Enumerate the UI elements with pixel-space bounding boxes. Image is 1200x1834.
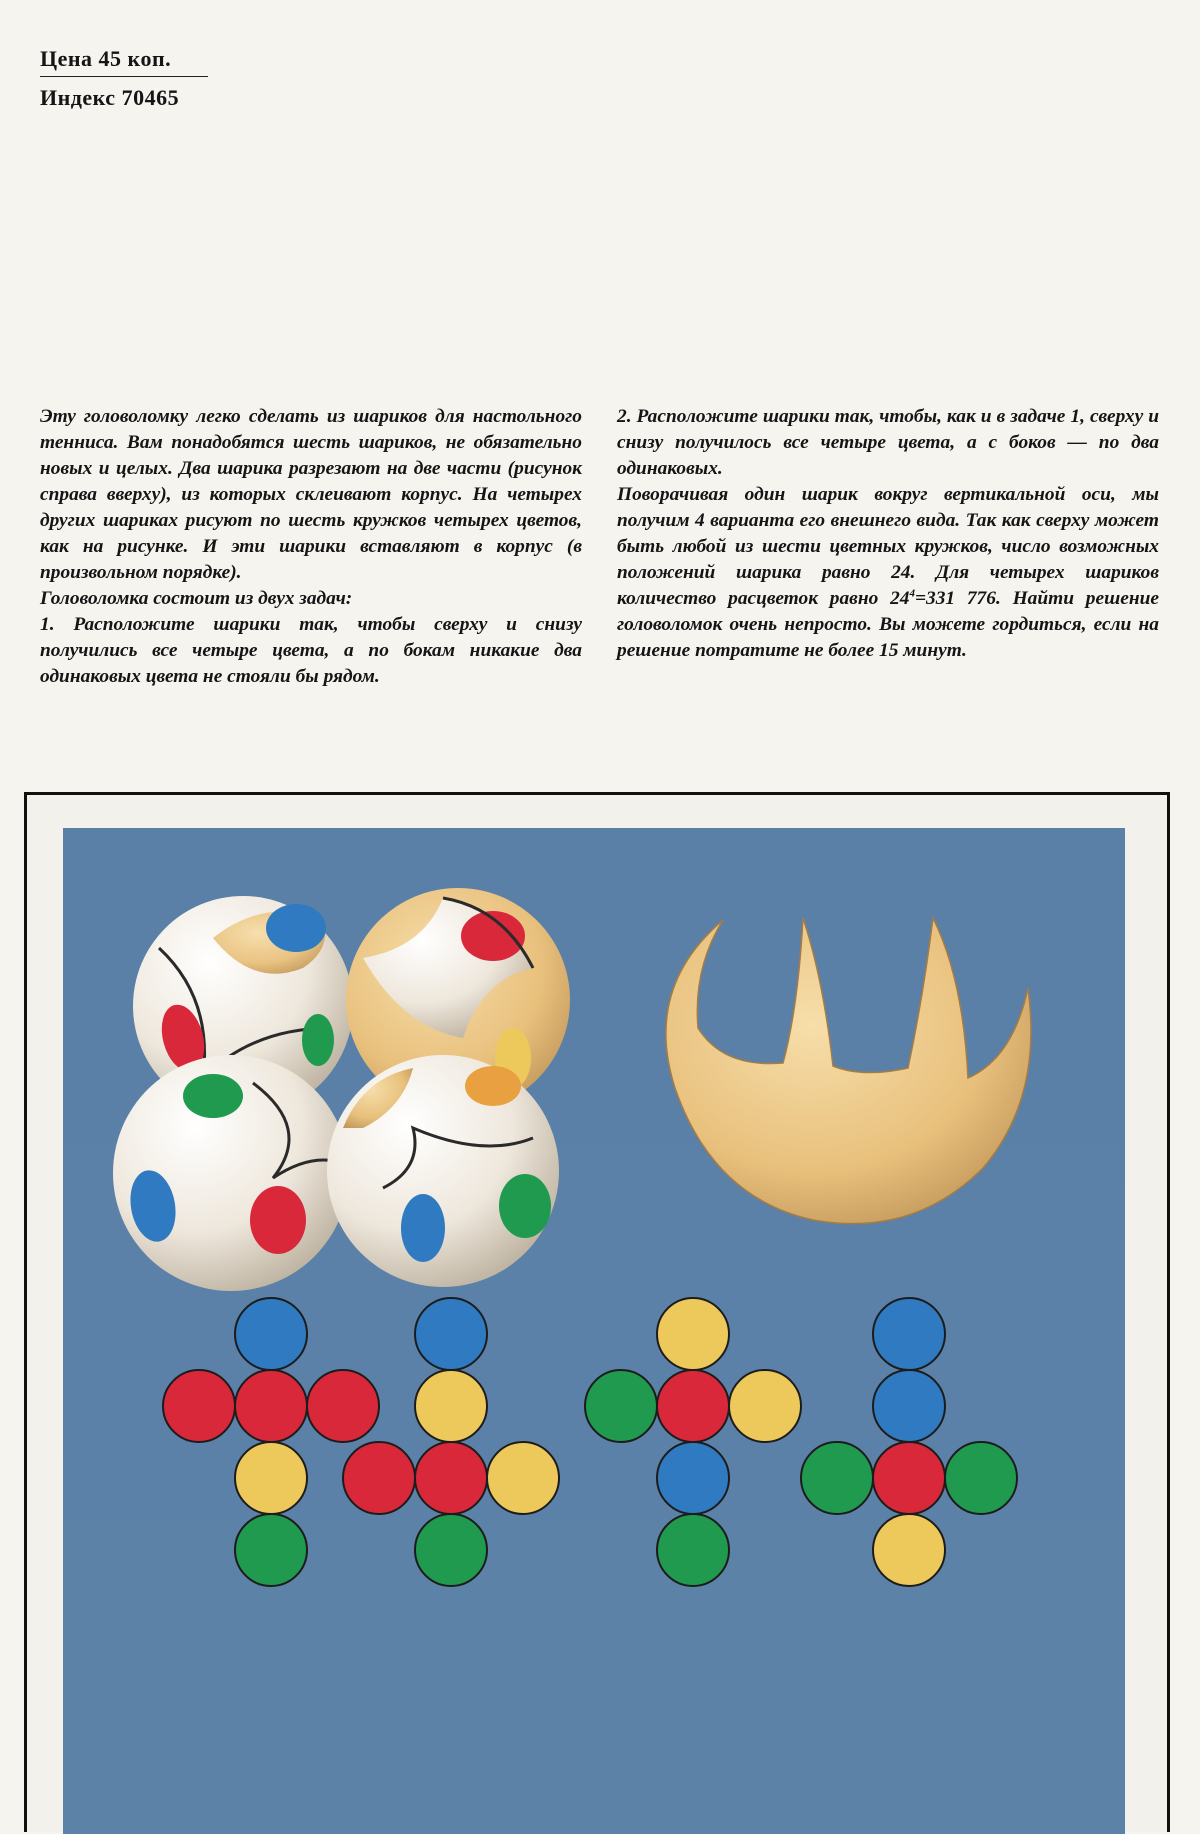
net-3-right-yellow-circle [729,1370,801,1442]
net-4-top-blue-circle [873,1298,945,1370]
header [40,44,210,113]
net-1-left-red-circle [163,1370,235,1442]
left-column [40,404,582,690]
closing-text: Найти решение головоломок очень непросто. Вы можете гордиться, если на решение потратите не более 15 минут. [617,588,1159,661]
net-2-bottom-green-circle [415,1514,487,1586]
tasks-heading: Головоломка состоит из двух задач: [40,588,353,609]
net-3-left-green-circle [585,1370,657,1442]
task-2-paragraph: 2. Расположите шарики так, чтобы, как и в задаче 1, сверху и снизу получилось все четыре цвета, а с боков — по два одинаковых. [617,406,1159,479]
rotation-text: Поворачивая один шарик вокруг вертикальной оси, мы получим 4 варианта его внешнего вида. Так как сверху может быть любой из шести цветных кружков, число возможных положений шарика равно 24. Для четырех шариков количество расцветок равно [617,484,1159,609]
net-3-center-red-circle [657,1370,729,1442]
net-1-top-blue-circle [235,1298,307,1370]
ball-bottom-right [327,1055,559,1287]
net-3-top-yellow-circle [657,1298,729,1370]
index-label: Индекс 70465 [40,85,180,110]
net-2-center-red-circle [415,1442,487,1514]
net-2-top-blue-circle [415,1298,487,1370]
net-4-bottom-yellow-circle [873,1514,945,1586]
net-4-right-green-circle [945,1442,1017,1514]
net-4-center-red-circle [873,1442,945,1514]
intro-paragraph: Эту головоломку легко сделать из шариков для настольного тенниса. Вам понадобятся шесть шариков, не обязательно новых и целых. Два шарика разрезают на две части (рисунок справа вверху), из которых склеивают корпус. На четырех других шариках рисуют по шесть кружков четырех цветов, как на рисунке. И эти шарики вставляют в корпус (в произвольном порядке). [40,406,582,583]
price-label: Цена 45 коп. [40,46,172,71]
net-2-left-red-circle [343,1442,415,1514]
header-divider [40,76,208,77]
puzzle-photo [63,828,1125,1834]
right-column [617,404,1159,664]
net-1-bottom2-green-circle [235,1514,307,1586]
formula [890,588,1001,609]
net-3-bottom1-blue-circle [657,1442,729,1514]
net-1-bottom1-yellow-circle [235,1442,307,1514]
task-1-paragraph: 1. Расположите шарики так, чтобы сверху и снизу получились все четыре цвета, а по бокам никакие два одинаковых цвета не стояли бы рядом. [40,614,582,687]
rotation-paragraph [617,482,1159,664]
net-4-left-green-circle [801,1442,873,1514]
net-3-bottom2-green-circle [657,1514,729,1586]
net-2-right-yellow-circle [487,1442,559,1514]
formula-exponent: 4 [909,587,915,600]
net-4-top2-blue-circle [873,1370,945,1442]
formula-base: 24 [890,588,910,609]
net-1-right-red-circle [307,1370,379,1442]
net-2-top2-yellow-circle [415,1370,487,1442]
net-1-center-red-circle [235,1370,307,1442]
formula-result: =331 776. [914,588,1001,609]
